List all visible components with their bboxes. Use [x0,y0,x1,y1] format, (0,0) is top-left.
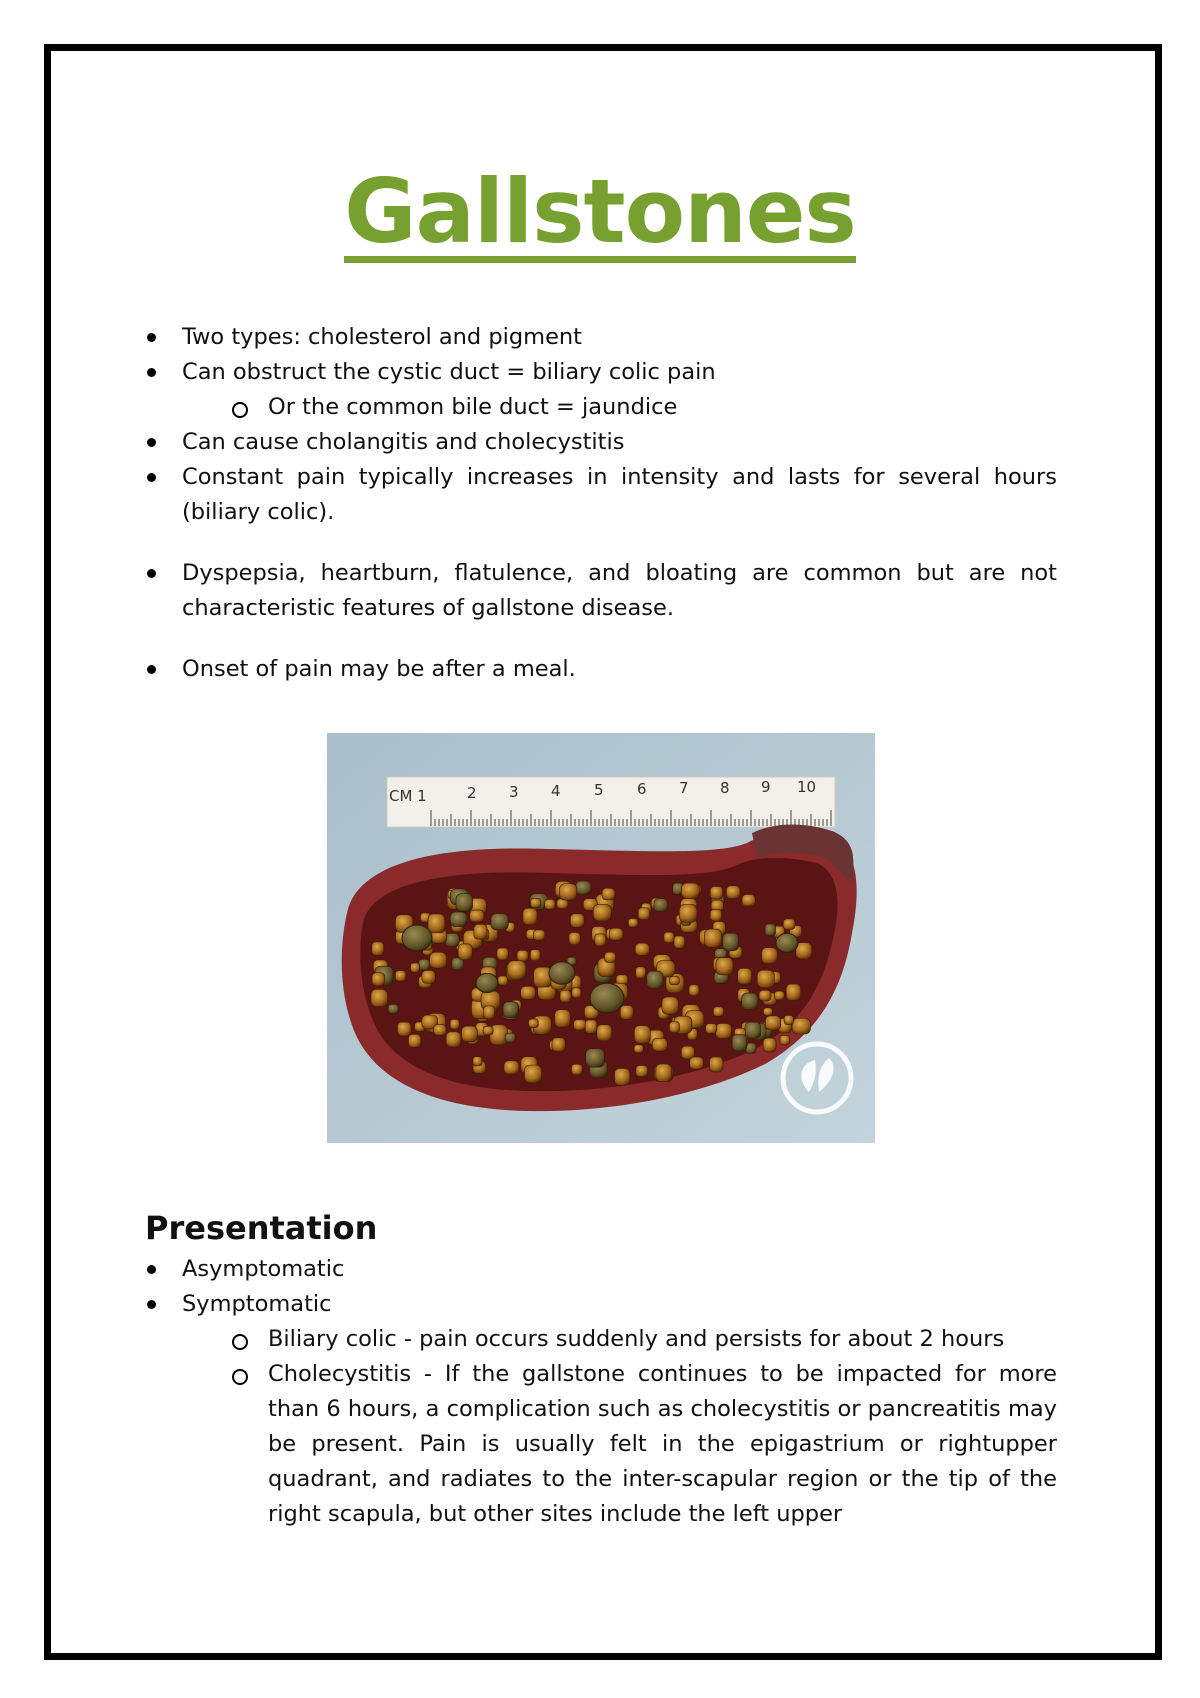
list-item: Onset of pain may be after a meal. [145,652,1057,687]
section-heading: Presentation [145,1209,378,1247]
gallstone [710,886,722,899]
gallstone [530,950,540,961]
gallstone [669,976,679,984]
gallstone [517,950,528,961]
gallstone [410,963,419,972]
gallstone [763,1008,772,1016]
gallstone [726,886,740,899]
gallstone [524,1065,541,1083]
gallstone [647,971,663,989]
gallstone [706,1024,717,1034]
gallstone [445,933,459,946]
gallstone [786,984,801,1000]
gallstone [759,990,771,1001]
gallstone [732,1035,747,1052]
gallstone [742,993,758,1010]
gallstone [654,899,667,912]
gallstone [503,1002,518,1018]
ruler-label: 8 [720,779,730,797]
gallstone [388,1004,398,1013]
gallstone [757,970,774,988]
gallstone [549,962,575,985]
gallstone [570,914,584,928]
ruler-label: CM 1 [389,787,427,805]
gallstone [681,883,699,898]
gallstone [679,905,697,923]
gallstone [372,942,384,955]
sub-list-item: Or the common bile duct = jaundice [232,390,1057,425]
gallstone [597,1025,612,1041]
gallstone [533,930,544,940]
gallstone [450,1019,459,1029]
ruler-label: 10 [797,778,817,796]
gallstone [669,1022,679,1033]
gallstone [716,958,733,975]
gallstone [652,1038,667,1051]
list-item: Can obstruct the cystic duct = biliary colic pain Or the common bile duct = jaundice [145,355,1057,425]
gallstone [402,925,432,951]
gallstone [497,948,508,960]
gallstone [638,908,650,920]
gallstone [574,1020,586,1030]
gallstone [586,1049,605,1068]
ruler-label: 4 [551,782,561,800]
gallstone [576,881,591,894]
gallstone [395,971,406,982]
list-item: Dyspepsia, heartburn, flatulence, and bloating are common but are not characteristic features of gallstone disease. [145,556,1057,626]
gallstone [572,988,581,998]
gallstone [498,976,508,985]
gallstone [689,985,699,996]
gallstone [458,944,472,960]
gallstone [450,912,467,927]
gallstone [430,952,447,968]
gallstone [634,1045,643,1053]
gallstone [704,929,721,947]
gallstone [742,894,755,906]
list-item: Can cause cholangitis and cholecystitis [145,425,1057,460]
gallstone [530,898,540,907]
gallstone [765,1016,780,1030]
ruler-label: 2 [467,784,477,802]
gallstone [664,932,674,943]
gallstone [504,1061,519,1074]
gallstone [628,918,638,927]
gallstone [419,959,430,970]
gallstone [483,1026,493,1035]
gallstone [523,908,537,924]
gallstone [792,1018,810,1034]
gallstone [656,1064,672,1082]
sub-list-item: Cholecystitis - If the gallstone continues to be impacted for more than 6 hours, a complication such as cholecystitis or pancreatitis may be present. Pain is usually felt in the epigastrium or rightupper quadrant, and radiates to the inter-scapular region or the tip of the right scapula, but other sites include the left upper [232,1357,1057,1532]
gallstone [605,952,616,962]
presentation-list [145,1252,1057,1532]
gallstone [470,910,484,922]
gallstone [521,986,536,999]
gallstone [397,1022,411,1036]
gallstone [710,910,721,921]
gallstone [713,1007,723,1017]
gallstone [491,914,508,930]
gallbladder-stones-illustration [327,733,875,1143]
gallstone [552,1038,565,1052]
gallstone [555,1010,570,1028]
gallstone [784,1015,793,1024]
gallstone [508,961,526,979]
list-item: Asymptomatic [145,1252,1057,1287]
gallstone [723,933,739,951]
gallstone [476,973,498,992]
gallstone [776,933,798,952]
gallstone [762,948,778,964]
gallstone [780,1035,790,1045]
gallstone [446,1032,461,1047]
gallstone [590,983,624,1013]
list-item: Symptomatic Biliary colic - pain occurs suddenly and persists for about 2 hours Cholecystitis - If the gallstone continues to be impacted for more than 6 hours, a complication such as cholecystitis or pancreatitis may be present. Pain is usually felt in the epigastrium or rightupper quadrant, and radiates to the inter-scapular region or the tip of the right scapula, but other sites include the left upper [145,1287,1057,1532]
gallbladder-photo [327,733,875,1143]
gallstone [585,1020,597,1033]
gallstone [620,1005,633,1019]
gallstone [602,888,615,900]
gallstone [609,928,623,940]
gallstone [371,989,388,1006]
gallstone [505,1033,515,1042]
gallstone [474,924,487,939]
gallstone [674,936,685,948]
gallstone [636,1065,648,1076]
gallstone [774,991,784,1000]
gallstone [569,932,580,944]
gallstone [690,1057,704,1069]
list-item: Constant pain typically increases in intensity and lasts for several hours (biliary colic). [145,460,1057,530]
gallstone [593,904,611,921]
gallstone [528,1019,538,1028]
gallstone [783,919,795,930]
intro-list [145,320,1057,687]
gallstone [615,1068,630,1085]
gallstone [545,899,555,909]
ruler-label: 5 [594,781,604,799]
gallstone [738,968,752,984]
ruler-label: 9 [761,778,771,796]
gallstone [428,914,445,933]
gallstone [765,924,775,936]
ruler-label: 7 [679,779,689,797]
gallstone [408,1034,421,1047]
gallstone [456,894,473,912]
gallstone [716,1023,732,1038]
gallstone [571,1064,582,1075]
gallstone [473,1057,482,1066]
gallstone [559,884,576,900]
gallstone [372,973,385,986]
gallstone [595,934,606,946]
gallstone [422,970,435,983]
gallstone [560,990,571,1002]
gallstone [462,1026,478,1042]
list-item: Two types: cholesterol and pigment [145,320,1057,355]
gallstone [636,967,646,978]
gallstone [434,1025,446,1036]
sub-list-item: Biliary colic - pain occurs suddenly and persists for about 2 hours [232,1322,1057,1357]
gallstone [634,1026,650,1044]
gallstone [709,1057,722,1072]
page-title: Gallstones [344,160,856,263]
gallstone [662,997,678,1014]
ruler-label: 6 [637,780,647,798]
ruler-label: 3 [509,783,519,801]
gallstone [635,943,649,955]
gallstone [763,1038,776,1052]
gallstone [483,1006,494,1019]
